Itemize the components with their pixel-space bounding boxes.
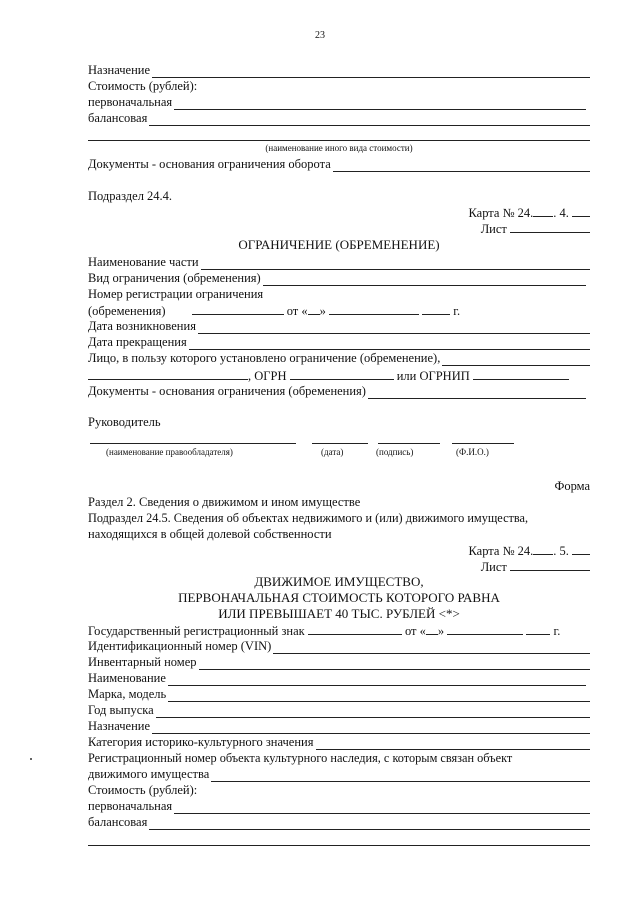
docs-turnover-label: Документы - основания ограничения оборота xyxy=(88,157,331,171)
card-suffix: 4. xyxy=(559,206,569,220)
year-field[interactable] xyxy=(422,302,450,315)
date-end-field[interactable] xyxy=(189,337,590,350)
reg-number-label-2: (обременения) xyxy=(88,304,166,318)
ogrn-row xyxy=(88,367,590,383)
form-label: Форма xyxy=(554,479,590,493)
year-label: Год выпуска xyxy=(88,703,154,717)
restriction-type-label: Вид ограничения (обременения) xyxy=(88,271,261,285)
vin-row xyxy=(88,638,590,654)
state-reg-row xyxy=(88,622,590,638)
balance-cost-label-2: балансовая xyxy=(88,815,148,829)
beneficiary-name-field[interactable] xyxy=(88,367,248,380)
name-label: Наименование xyxy=(88,671,166,685)
balance-cost-field[interactable] xyxy=(149,113,590,126)
ogrn-field[interactable] xyxy=(290,367,394,380)
year-suffix-2: г. xyxy=(553,624,561,638)
brand-label: Марка, модель xyxy=(88,687,167,701)
part-name-label: Наименование части xyxy=(88,255,199,269)
date-start-row xyxy=(88,318,590,334)
inventory-field[interactable] xyxy=(199,657,590,670)
reg-heritage-row xyxy=(88,766,590,782)
year-made-field[interactable] xyxy=(156,705,590,718)
balance-cost-row xyxy=(88,110,590,126)
date-start-label: Дата возникновения xyxy=(88,319,196,333)
from-close-2: » xyxy=(437,624,445,638)
sheet-label-2: Лист xyxy=(480,560,507,574)
fio-caption: (Ф.И.О.) xyxy=(456,447,489,457)
month-field-2[interactable] xyxy=(447,622,523,635)
title-movable-1: ДВИЖИМОЕ ИМУЩЕСТВО, xyxy=(254,574,424,589)
docs-turnover-field[interactable] xyxy=(333,159,590,172)
date-end-label: Дата прекращения xyxy=(88,335,187,349)
reg-heritage-label-2: движимого имущества xyxy=(88,767,210,781)
docs-turnover-row xyxy=(88,156,590,172)
vin-label: Идентификационный номер (VIN) xyxy=(88,639,272,653)
category-field[interactable] xyxy=(316,737,591,750)
month-field[interactable] xyxy=(329,302,419,315)
docs-restriction-label: Документы - основания ограничения (обременения) xyxy=(88,384,366,398)
restriction-type-field[interactable] xyxy=(263,273,586,286)
restriction-type-row xyxy=(88,270,586,286)
initial-cost-label: первоначальная xyxy=(88,95,173,109)
inventory-label: Инвентарный номер xyxy=(88,655,197,669)
cost-label-2: Стоимость (рублей): xyxy=(88,783,198,797)
scan-speck xyxy=(30,758,32,760)
sheet-field-2[interactable] xyxy=(510,558,590,571)
year-field-2[interactable] xyxy=(526,622,550,635)
card-number-field-4[interactable] xyxy=(572,542,590,555)
ogrnip-field[interactable] xyxy=(473,367,569,380)
card-label-2: Карта № 24. xyxy=(468,544,534,558)
signature-caption: (подпись) xyxy=(376,447,414,457)
sheet-24-4 xyxy=(88,220,590,236)
from-label: от « xyxy=(286,304,308,318)
card-label: Карта № 24. xyxy=(468,206,534,220)
section-2-heading: Раздел 2. Сведения о движимом и ином имуществе xyxy=(88,495,361,509)
initial-cost-row xyxy=(88,94,586,110)
ogrnip-label: или ОГРНИП xyxy=(396,369,470,383)
balance-cost-label: балансовая xyxy=(88,111,148,125)
purpose-field[interactable] xyxy=(152,65,590,78)
from-close: » xyxy=(319,304,326,318)
card-suffix-2: 5. xyxy=(559,544,569,558)
head-label: Руководитель xyxy=(88,415,161,429)
from-label-2: от « xyxy=(404,624,426,638)
inventory-row xyxy=(88,654,590,670)
purpose-row-2 xyxy=(88,718,590,734)
subsection-24-4: Подраздел 24.4. xyxy=(88,189,173,203)
cost-label: Стоимость (рублей): xyxy=(88,79,198,93)
sheet-24-5 xyxy=(88,558,590,574)
title-movable-3: ИЛИ ПРЕВЫШАЕТ 40 ТЫС. РУБЛЕЙ <*> xyxy=(218,606,460,621)
initial-cost-field-2[interactable] xyxy=(174,801,590,814)
beneficiary-label: Лицо, в пользу которого установлено ограничение (обременение), xyxy=(88,351,441,365)
day-field[interactable] xyxy=(308,302,320,315)
state-reg-field[interactable] xyxy=(308,622,402,635)
holder-name-field[interactable] xyxy=(90,443,296,444)
state-reg-label: Государственный регистрационный знак xyxy=(88,624,305,638)
beneficiary-field[interactable] xyxy=(442,353,590,366)
category-label: Категория историко-культурного значения xyxy=(88,735,314,749)
card-number-field[interactable] xyxy=(533,204,553,217)
day-field-2[interactable] xyxy=(426,622,438,635)
purpose-field-2[interactable] xyxy=(152,721,590,734)
page-number: 23 xyxy=(315,30,325,41)
year-suffix: г. xyxy=(453,304,461,318)
brand-field[interactable] xyxy=(168,689,590,702)
other-cost-field-2[interactable] xyxy=(88,845,590,846)
vin-field[interactable] xyxy=(273,641,590,654)
card-number-field-2[interactable] xyxy=(572,204,590,217)
name-row xyxy=(88,670,586,686)
beneficiary-row xyxy=(88,350,590,366)
docs-restriction-field[interactable] xyxy=(368,386,586,399)
category-row xyxy=(88,734,590,750)
name-field[interactable] xyxy=(168,673,586,686)
reg-number-row xyxy=(88,302,590,318)
date-caption: (дата) xyxy=(321,447,344,457)
other-cost-caption: (наименование иного вида стоимости) xyxy=(265,143,413,153)
year-row xyxy=(88,702,590,718)
brand-row xyxy=(88,686,590,702)
subsection-24-5-line-2: находящихся в общей долевой собственности xyxy=(88,527,332,541)
part-name-field[interactable] xyxy=(201,257,590,270)
card-24-4: Карта № 24. . 4. xyxy=(88,204,590,220)
ogrn-label: , ОГРН xyxy=(248,369,287,383)
reg-number-label: Номер регистрации ограничения xyxy=(88,287,264,301)
date-start-field[interactable] xyxy=(198,321,590,334)
purpose-row xyxy=(88,62,590,78)
sheet-field[interactable] xyxy=(510,220,590,233)
initial-cost-label-2: первоначальная xyxy=(88,799,173,813)
holder-caption: (наименование правообладателя) xyxy=(106,447,233,457)
other-cost-field[interactable] xyxy=(88,140,590,141)
reg-heritage-line-1: Регистрационный номер объекта культурного наследия, с которым связан объект xyxy=(88,751,513,765)
initial-cost-field[interactable] xyxy=(174,97,586,110)
initial-cost-row-2 xyxy=(88,798,590,814)
card-number-field-3[interactable] xyxy=(533,542,553,555)
purpose-label-2: Назначение xyxy=(88,719,151,733)
card-24-5: Карта № 24. . 5. xyxy=(88,542,590,558)
reg-number-field[interactable] xyxy=(192,302,284,315)
title-restriction: ОГРАНИЧЕНИЕ (ОБРЕМЕНЕНИЕ) xyxy=(238,237,440,252)
sheet-label: Лист xyxy=(480,222,507,236)
reg-heritage-field[interactable] xyxy=(211,769,590,782)
date-field[interactable] xyxy=(312,443,368,444)
balance-cost-field-2[interactable] xyxy=(149,817,590,830)
fio-field[interactable] xyxy=(452,443,514,444)
subsection-24-5-line-1: Подраздел 24.5. Сведения об объектах недвижимого и (или) движимого имущества, xyxy=(88,511,529,525)
balance-cost-row-2 xyxy=(88,814,590,830)
part-name-row xyxy=(88,254,590,270)
docs-restriction-row xyxy=(88,383,586,399)
date-end-row xyxy=(88,334,590,350)
title-movable-2: ПЕРВОНАЧАЛЬНАЯ СТОИМОСТЬ КОТОРОГО РАВНА xyxy=(178,590,500,605)
signature-field[interactable] xyxy=(378,443,440,444)
purpose-label: Назначение xyxy=(88,63,151,77)
